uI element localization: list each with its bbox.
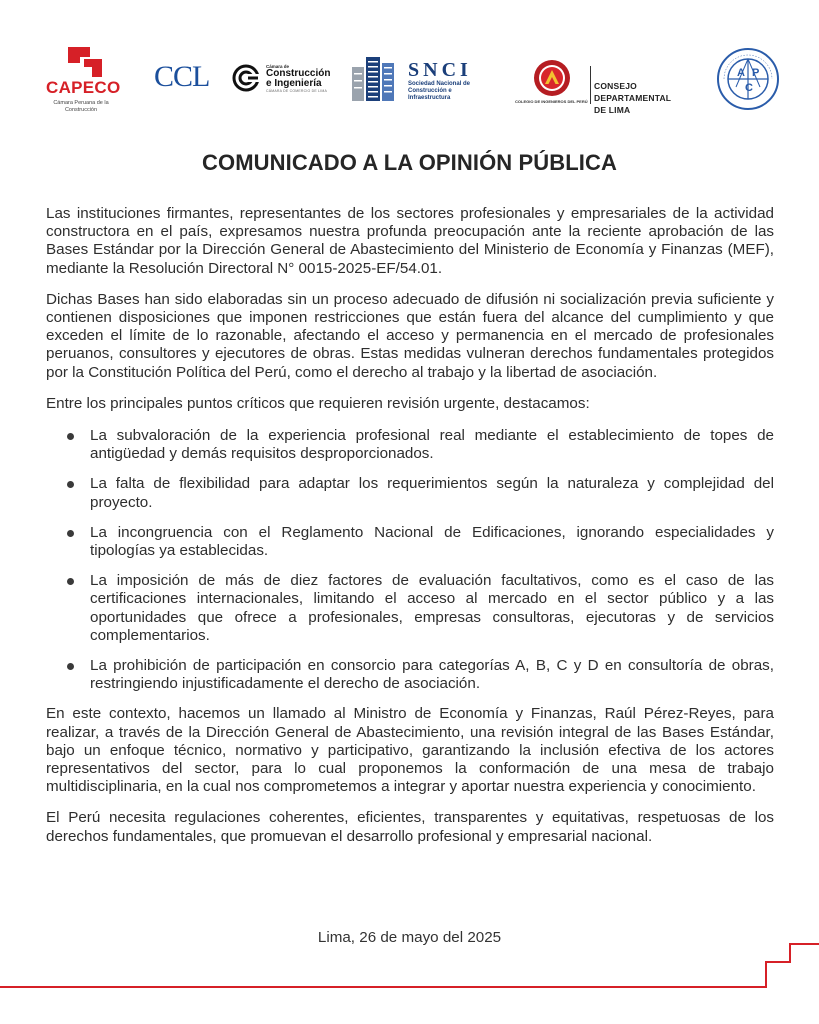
- intro-paragraph-2: Dichas Bases han sido elaboradas sin un proceso adecuado de difusión ni socialización previa suficiente y contienen disposiciones que imponen restricciones que están fuera del alcance del cumplimiento y que exceden el límite de lo razonable, afectando el acceso y permanencia en el mercado de profesionales peruanos, consultores y ejecutores de obras. Estas medidas vulneran derechos fundamentales protegidos por la Constitución Política del Perú, como el derecho al trabajo y la libertad de asociación.: [46, 290, 774, 381]
- capeco-emblem-icon: [40, 45, 130, 79]
- list-item-text: La falta de flexibilidad para adaptar los requerimientos según la naturaleza y complejidad del proyecto.: [90, 475, 774, 511]
- document-date: Lima, 26 de mayo del 2025: [317, 929, 502, 946]
- cci-subline: CÁMARA DE COMERCIO DE LIMA: [266, 89, 328, 93]
- document-title: COMUNICADO A LA OPINIÓN PÚBLICA: [202, 150, 617, 175]
- capeco-subtitle: [40, 100, 122, 113]
- cci-line2: e Ingeniería: [266, 78, 322, 89]
- apc-logo: [716, 47, 780, 111]
- logo-header: [0, 0, 819, 130]
- bullet-dot-icon: [67, 530, 74, 537]
- intro-paragraph-1: Las instituciones firmantes, representantes de los sectores profesionales y empresariales de la actividad constructora en el país, expresamos nuestra profunda preocupación ante la reciente aprobación de las Bases Estándar por la Dirección General de Abastecimiento del Ministerio de Economía y Finanzas (MEF), mediante la Resolución Directoral N° 0015-2025-EF/54.01.: [46, 205, 774, 277]
- cip-divider: [590, 66, 591, 104]
- closing-paragraph-2: El Perú necesita regulaciones coherentes, eficientes, transparentes y equitativas, respetuosas de los derechos fundamentales, que promuevan el desarrollo profesional y empresarial nacional.: [46, 809, 774, 845]
- cip-council-line2: DE LIMA: [594, 105, 631, 115]
- cci-line-small: Cámara de: [266, 64, 290, 69]
- bullet-dot-icon: [67, 481, 74, 488]
- list-item-text: La incongruencia con el Reglamento Nacional de Edificaciones, ignorando especialidades y tipologías ya establecidas.: [90, 523, 774, 560]
- apc-letter-c: C: [745, 82, 753, 94]
- list-item: [46, 427, 774, 463]
- cci-emblem-icon: [232, 64, 260, 92]
- cip-council: [594, 80, 695, 116]
- list-item-text: La imposición de más de diez factores de evaluación facultativos, como es el caso de las certificaciones internacionales, limitando el acceso al mercado en el sector público y a las oportunidades que ofrece a profesionales, empresas consultoras, ejecutoras y de servicios complementarios.: [90, 572, 774, 644]
- snci-logo: [350, 53, 490, 105]
- capeco-logo: [40, 45, 130, 120]
- intro-paragraph-3: Entre los principales puntos críticos que requieren revisión urgente, destacamos:: [46, 394, 590, 412]
- apc-letter-a: A: [737, 67, 745, 79]
- snci-name: SNCI: [408, 59, 472, 81]
- cip-council-line1: CONSEJO DEPARTAMENTAL: [594, 81, 672, 103]
- snci-building-icon: [350, 53, 398, 103]
- capeco-name: CAPECO: [46, 78, 121, 97]
- snci-sub-line1: Sociedad Nacional de: [408, 81, 471, 87]
- snci-subtitle: [408, 81, 490, 102]
- list-item-text: La prohibición de participación en consorcio para categorías A, B, C y D en consultoría de obras, restringiendo injustificadamente el derecho de asociación.: [90, 657, 774, 693]
- closing-paragraph-1: En este contexto, hacemos un llamado al Ministro de Economía y Finanzas, Raúl Pérez-Reyes, para realizar, a través de la Dirección General de Abastecimiento, una revisión integral de las Bases Estándar, bajo un enfoque técnico, normativo y participativo, garantizando la inclusión efectiva de los actores representativos del sector, para lo cual proponemos la conformación de una mesa de trabajo multidisciplinaria, en la cual nos comprometemos a integrar y aportar nuestra experiencia y conocimiento.: [46, 705, 774, 796]
- cip-logo: [515, 56, 695, 115]
- document-body: [46, 205, 774, 859]
- bullet-dot-icon: [67, 578, 74, 585]
- bullet-dot-icon: [67, 433, 74, 440]
- apc-seal-icon: [716, 47, 780, 111]
- bullet-dot-icon: [67, 663, 74, 670]
- snci-sub-line2: Construcción e Infraestructura: [408, 88, 452, 101]
- ccl-logo: CCL: [154, 60, 210, 93]
- list-item: [46, 572, 774, 645]
- cci-line1: Construcción: [266, 68, 331, 79]
- apc-letter-p: P: [752, 67, 760, 79]
- capeco-subtitle-line1: Cámara Peruana de la: [53, 100, 109, 106]
- list-item: [46, 475, 774, 511]
- list-item: [46, 524, 774, 560]
- cip-caption: COLEGIO DE INGENIEROS DEL PERÚ: [515, 99, 588, 104]
- cip-seal-icon: [532, 58, 572, 98]
- list-item-text: La subvaloración de la experiencia profesional real mediante el establecimiento de topes de antigüedad y demás requisitos desproporcionados.: [90, 427, 774, 463]
- critical-points-list: [46, 427, 774, 693]
- list-item: [46, 657, 774, 693]
- cci-logo: [232, 62, 331, 102]
- capeco-subtitle-line2: Construcción: [64, 106, 98, 113]
